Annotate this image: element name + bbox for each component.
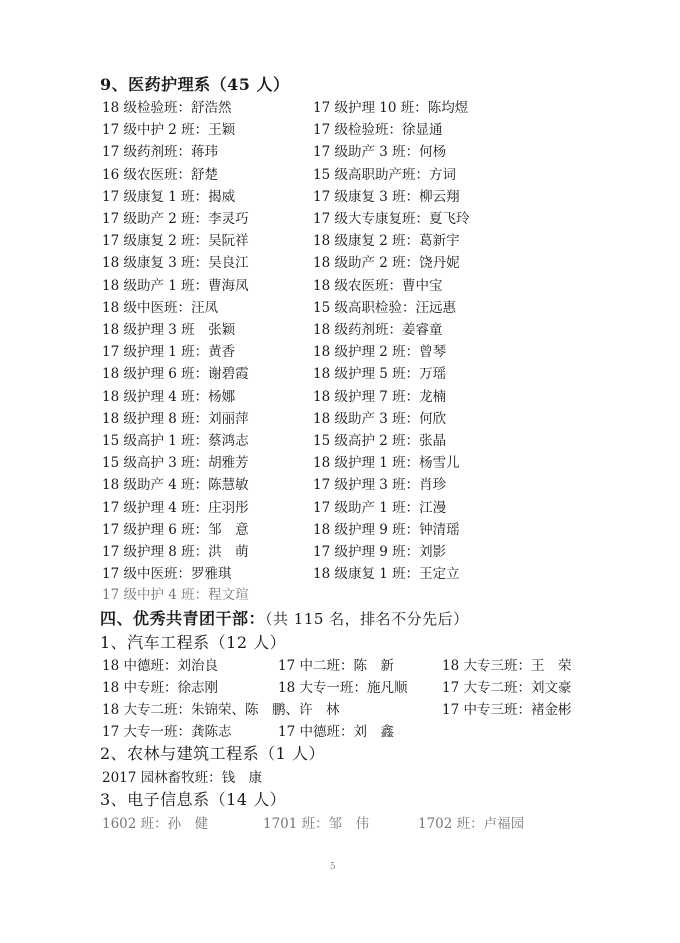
list-item: 15 级高护 2 班：张晶	[313, 433, 447, 449]
part-heading-youth-league-cadres	[100, 606, 469, 629]
list-item: 18 级中医班：汪凤	[102, 299, 218, 316]
list-item: 17 大专一班：龚陈志	[102, 724, 232, 740]
list-row	[0, 407, 680, 429]
list-item: 18 大专三班：王 荣	[442, 658, 572, 674]
list-item: 18 级农医班：曹中宝	[313, 277, 443, 294]
list-row	[0, 229, 680, 251]
list-item: 17 级护理 6 班：邹 意	[102, 521, 249, 538]
list-item: 17 中德班：刘 鑫	[278, 724, 394, 740]
list-item: 17 大专二班：刘文豪	[442, 680, 572, 696]
list-item: 17 中专三班：褚金彬	[442, 702, 572, 718]
list-row	[0, 812, 680, 834]
list-row	[0, 676, 680, 698]
list-row	[0, 96, 680, 118]
part-note: （共 115 名，排名不分先后）	[265, 610, 469, 628]
list-item: 17 级助产 2 班：李灵巧	[102, 211, 249, 227]
list-row	[0, 296, 680, 318]
list-item: 18 级护理 6 班：谢碧霞	[102, 366, 249, 383]
list-item: 17 级中医班：罗雅琪	[102, 566, 232, 583]
list-item: 17 级康复 2 班：吴阮祥	[102, 233, 249, 250]
list-item: 17 中二班：陈 新	[278, 658, 394, 674]
list-item: 18 级护理 5 班：万瑶	[313, 366, 447, 383]
list-row	[0, 698, 680, 720]
list-item: 17 级护理 3 班：肖珍	[313, 477, 447, 494]
list-row	[0, 654, 680, 676]
list-item: 1602 班：孙 健	[102, 816, 209, 832]
dept-heading-auto-engineering: 1、汽车工程系（12 人）	[100, 633, 287, 652]
list-item: 15 级高职助产班：方词	[313, 166, 456, 183]
section-heading-pharmacy-nursing: 9、医药护理系（45 人）	[100, 75, 290, 94]
list-item: 15 级高护 3 班：胡雅芳	[102, 455, 249, 472]
list-row	[0, 207, 680, 229]
list-item: 18 级护理 1 班：杨雪儿	[313, 455, 460, 472]
list-item: 1701 班：邹 伟	[263, 816, 370, 832]
list-item: 17 级中护 4 班：程文瑄	[102, 587, 249, 603]
list-item: 17 级药剂班：蒋玮	[102, 144, 218, 161]
list-item: 17 级康复 3 班：柳云翔	[313, 188, 460, 205]
list-item: 18 级康复 2 班：葛新宇	[313, 233, 460, 250]
list-item: 17 级康复 1 班：揭威	[102, 188, 236, 205]
list-row	[0, 562, 680, 584]
list-row	[0, 185, 680, 207]
list-row	[0, 540, 680, 562]
list-item: 15 级高护 1 班：蔡鸿志	[102, 433, 249, 449]
list-row	[0, 318, 680, 340]
list-item: 17 级护理 8 班：洪 萌	[102, 544, 249, 560]
list-item: 17 级护理 10 班：陈均煜	[313, 100, 469, 116]
list-item: 18 大专一班：施凡顺	[278, 680, 408, 696]
list-item: 18 级助产 2 班：饶丹妮	[313, 255, 460, 272]
list-row	[0, 496, 680, 518]
dept-heading-electronics: 3、电子信息系（14 人）	[100, 790, 287, 809]
part-title: 四、优秀共青团干部：	[100, 609, 266, 628]
list-item: 15 级高职检验：汪远惠	[313, 299, 456, 316]
list-item: 18 中专班：徐志刚	[102, 680, 218, 696]
list-item: 18 级护理 2 班：曾琴	[313, 344, 447, 361]
list-item: 17 级护理 9 班：刘影	[313, 544, 447, 560]
list-item: 18 级助产 1 班：曹海凤	[102, 277, 249, 294]
list-row	[0, 118, 680, 140]
list-item: 18 级护理 4 班：杨娜	[102, 388, 236, 405]
list-item: 16 级农医班：舒楚	[102, 166, 218, 183]
list-row	[0, 385, 680, 407]
list-row	[0, 362, 680, 384]
list-item: 17 级助产 3 班：何杨	[313, 144, 447, 161]
list-item: 18 级药剂班：姜睿童	[313, 322, 443, 338]
list-item: 18 级康复 1 班：王定立	[313, 566, 460, 583]
list-item: 17 级护理 4 班：庄羽彤	[102, 499, 249, 516]
list-row	[0, 720, 680, 742]
list-item: 18 级护理 7 班：龙楠	[313, 388, 447, 405]
list-item: 18 级助产 3 班：何欣	[313, 410, 447, 427]
list-item: 17 级助产 1 班：江漫	[313, 499, 447, 516]
list-row	[0, 473, 680, 495]
list-item: 1702 班：卢福园	[418, 816, 525, 832]
list-row	[0, 518, 680, 540]
list-row	[0, 140, 680, 162]
list-item: 18 级护理 9 班：钟清瑶	[313, 521, 460, 538]
list-row	[0, 163, 680, 185]
list-row	[0, 251, 680, 273]
list-item: 18 级检验班：舒浩然	[102, 100, 232, 116]
list-item: 18 级护理 8 班：刘丽萍	[102, 410, 249, 427]
list-item: 17 级护理 1 班：黄香	[102, 344, 236, 361]
list-item: 18 级康复 3 班：吴良江	[102, 255, 249, 272]
list-row	[0, 766, 680, 788]
list-item: 17 级中护 2 班：王颖	[102, 122, 236, 139]
list-item: 18 大专二班：朱锦荣、陈 鹏、许 林	[102, 702, 340, 718]
list-item: 18 级护理 3 班 张颖	[102, 322, 236, 338]
dept-heading-agri-construction: 2、农林与建筑工程系（1 人）	[100, 744, 325, 763]
page-number: 5	[330, 862, 336, 872]
list-item: 2017 园林畜牧班：钱 康	[102, 770, 263, 786]
list-row	[0, 340, 680, 362]
list-row	[0, 429, 680, 451]
list-item: 17 级检验班：徐显通	[313, 122, 443, 139]
list-row	[0, 583, 680, 605]
list-item: 18 中德班：刘治良	[102, 658, 218, 674]
list-row	[0, 451, 680, 473]
list-item: 17 级大专康复班：夏飞玲	[313, 211, 470, 227]
list-item: 18 级助产 4 班：陈慧敏	[102, 477, 249, 494]
list-row	[0, 274, 680, 296]
